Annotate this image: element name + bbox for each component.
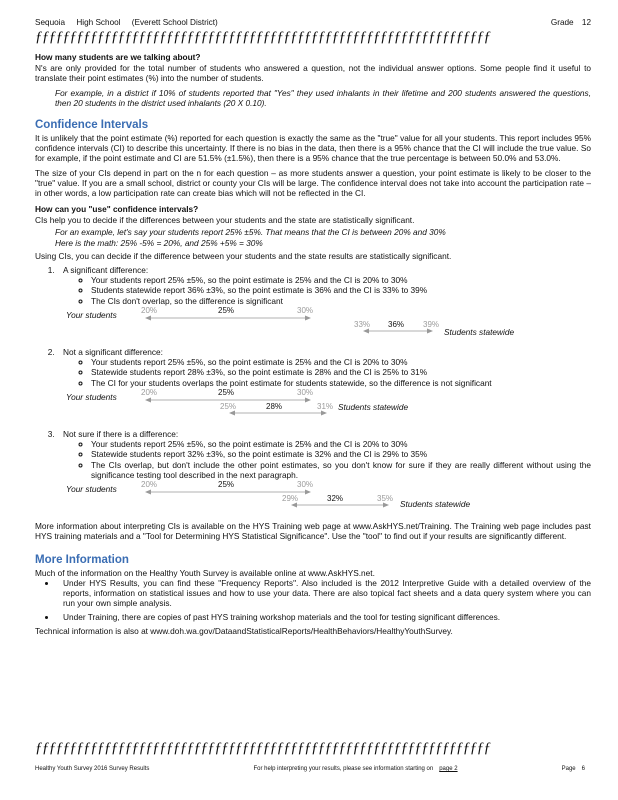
ci-example-title: 1. A significant difference:	[63, 264, 149, 275]
state-ci-high: 35%	[377, 493, 394, 503]
page-header	[35, 18, 591, 30]
students-statewide-label: Students statewide	[444, 326, 515, 337]
grade-label: Grade	[550, 18, 574, 27]
grade-value: 12	[581, 18, 591, 27]
confidence-p1: It is unlikely that the point estimate (%) reported for each question is exactly the same as the "true" value for all your students. This report includes 95% confidence intervals (CI) to describe this uncertainty. If there is no bias in the data, then there is a 95% chance that the CI will include the true value. So for example, if the point estimate and CI are 51.5% (±1.5%), then there is a 95% chance that the true percentage is between 50.0% and 53.0%.	[35, 132, 591, 163]
footer-page-link[interactable]: page 2	[439, 766, 458, 772]
students-example: For example, in a district if 10% of students reported that "Yes" they used inhalants in their lifetime and 200 students answered the questions, then 20 students in the district used inhalants (20 X 0.10).	[55, 88, 591, 109]
page-footer	[35, 766, 591, 773]
ci-example-item	[57, 265, 591, 343]
ci-bullet: ◦ Your students report 25% ±5%, so the point estimate is 25% and the CI is 20% to 30%	[91, 439, 591, 449]
state-ci-high: 31%	[317, 401, 334, 411]
your-point-estimate: 25%	[218, 479, 235, 489]
your-point-estimate: 25%	[218, 305, 235, 315]
confidence-p2: The size of your CIs depend in part on the n for each question – as more students answer a question, your point estimate is likely to be closer to the "true" value. If you are a small school, district or county your CIs will be large. The confidence interval does not take into account the participation rate – in other words, a low participation rate can create bias which will not be reflected in the CI.	[35, 167, 591, 199]
your-ci-high: 30%	[297, 479, 314, 489]
more-info-bullet: • Under HYS Results, you can find these "Frequency Reports". Also included is the 2012 Interpretive Guide with a detailed overview of the reports, information on statistical issues and how to use your data. There are also topical fact sheets and a data query system where you can run your own simple analysis.	[57, 578, 591, 608]
use-ci-body: CIs help you to decide if the differences between your students and the state are statistically significant.	[35, 215, 415, 226]
students-statewide-label: Students statewide	[338, 401, 409, 412]
ci-diagram	[63, 389, 591, 425]
ci-bullet: ◦ Your students report 25% ±5%, so the point estimate is 25% and the CI is 20% to 30%	[91, 275, 591, 285]
district-name: (Everett School District)	[131, 18, 218, 27]
students-body: N's are only provided for the total number of students who answered a question, not the individual answer options. Some people find it useful to translate their point estimates (%) into the number of students.	[35, 63, 591, 84]
use-ci-example-1: For an example, let's say your students report 25% ±5%. That means that the CI is between 20% and 30%	[55, 227, 446, 238]
more-info-bullet: • Under Training, there are copies of past HYS training workshop materials and the tool for testing significant differences.	[57, 612, 591, 622]
use-ci-example-2: Here is the math: 25% -5% = 20%, and 25% +5% = 30%	[55, 237, 263, 248]
footer-survey: Healthy Youth Survey 2016 Survey Results	[35, 766, 150, 772]
confidence-title: Confidence Intervals	[35, 118, 149, 131]
ci-examples-list	[35, 265, 591, 517]
ci-bullet: ◦ Statewide students report 28% ±3%, so the point estimate is 28% and the CI is 25% to 31%	[91, 367, 591, 377]
your-students-label: Your students	[66, 391, 117, 402]
state-point-estimate: 28%	[266, 401, 283, 411]
more-info-intro: Much of the information on the Healthy Youth Survey is available online at www.AskHYS.net.	[35, 567, 375, 578]
ci-bullet: ◦ The CIs don't overlap, so the difference is significant	[91, 296, 591, 306]
technical-info: Technical information is also at www.doh.wa.gov/DataandStatisticalReports/HealthBehaviors/HealthyYouthSurvey.	[35, 626, 453, 637]
ci-more-info: More information about interpreting CIs is available on the HYS Training web page at www.AskHYS.net/Training. The Training web page includes past HYS training materials and a "Tool for Determining HYS Statistical Significance". Use the "tool" to find out if your results are significantly different.	[35, 520, 591, 541]
ci-example-item	[57, 347, 591, 425]
ci-bullet: ◦ The CI for your students overlaps the point estimate for students statewide, so the difference is not significant	[91, 378, 591, 388]
ci-bullet: ◦ The CIs overlap, but don't include the other point estimates, so you don't know for sure if they are really different without using the significance testing tool described in the next paragraph.	[91, 460, 591, 480]
school-name: Sequoia	[35, 18, 66, 27]
more-information-section	[35, 553, 591, 637]
ci-diagram	[63, 481, 591, 517]
students-heading: How many students are we talking about?	[35, 52, 201, 62]
ci-example-title: 2. Not a significant difference:	[63, 346, 163, 357]
your-ci-low: 20%	[141, 305, 158, 315]
state-ci-high: 39%	[423, 319, 440, 329]
state-ci-low: 29%	[282, 493, 299, 503]
school-type: High School	[76, 18, 121, 27]
state-ci-low: 33%	[354, 319, 371, 329]
ci-bullet: ◦ Statewide students report 32% ±3%, so the point estimate is 32% and the CI is 29% to 35%	[91, 449, 591, 459]
footer-page-number: 6	[581, 766, 585, 772]
page-body	[35, 18, 591, 637]
ci-example-title: 3. Not sure if there is a difference:	[63, 428, 179, 439]
state-point-estimate: 32%	[327, 493, 344, 503]
ci-bullet: ◦ Your students report 25% ±5%, so the point estimate is 25% and the CI is 20% to 30%	[91, 357, 591, 367]
use-ci-heading: How can you "use" confidence intervals?	[35, 204, 199, 215]
state-ci-low: 25%	[220, 401, 237, 411]
your-point-estimate: 25%	[218, 387, 235, 397]
more-info-title: More Information	[35, 553, 129, 566]
ci-example-item	[57, 429, 591, 517]
state-point-estimate: 36%	[388, 319, 405, 329]
ci-diagram	[63, 307, 591, 343]
ci-bullet: ◦ Students statewide report 36% ±3%, so the point estimate is 36% and the CI is 33% to 39%	[91, 285, 591, 295]
your-ci-low: 20%	[141, 479, 158, 489]
your-students-label: Your students	[66, 309, 117, 320]
your-ci-low: 20%	[141, 387, 158, 397]
students-statewide-label: Students statewide	[400, 498, 471, 509]
decorative-rule-top: ƒƒƒƒƒƒƒƒƒƒƒƒƒƒƒƒƒƒƒƒƒƒƒƒƒƒƒƒƒƒƒƒƒƒƒƒƒƒƒƒƒƒƒƒƒƒƒƒƒƒƒƒƒƒƒƒƒƒƒƒƒƒƒƒƒƒ	[35, 30, 491, 45]
your-students-label: Your students	[66, 483, 117, 494]
footer-page-label: Page	[561, 766, 576, 772]
footer-help: For help interpreting your results, please see information starting on	[253, 766, 434, 772]
decorative-rule-bottom: ƒƒƒƒƒƒƒƒƒƒƒƒƒƒƒƒƒƒƒƒƒƒƒƒƒƒƒƒƒƒƒƒƒƒƒƒƒƒƒƒƒƒƒƒƒƒƒƒƒƒƒƒƒƒƒƒƒƒƒƒƒƒƒƒƒƒ	[35, 741, 491, 756]
using-ci-text: Using CIs, you can decide if the difference between your students and the state results are statistically significant.	[35, 250, 452, 261]
your-ci-high: 30%	[297, 305, 314, 315]
your-ci-high: 30%	[297, 387, 314, 397]
